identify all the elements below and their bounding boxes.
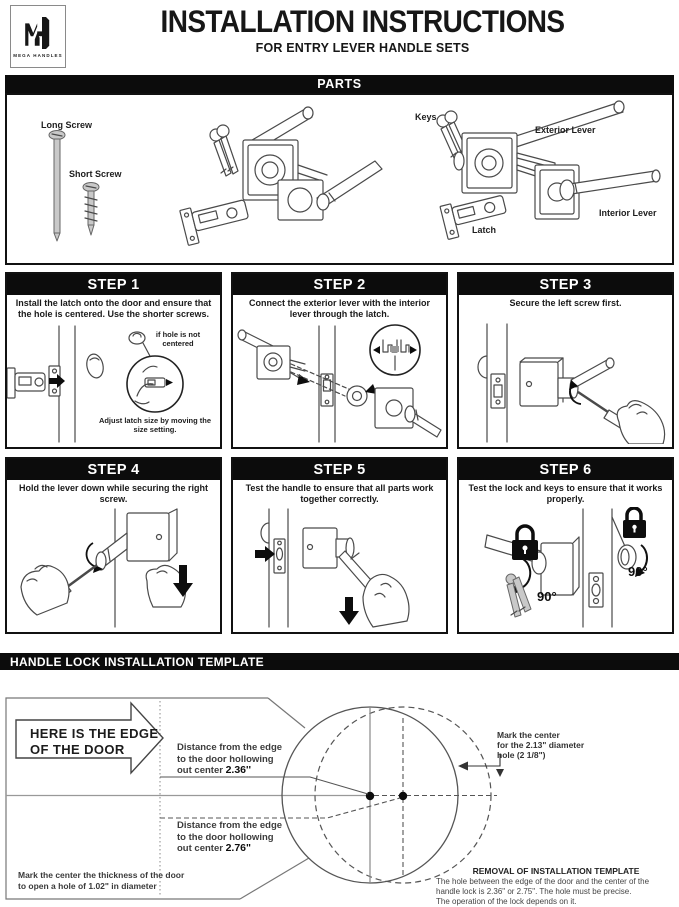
distance-276-callout	[177, 820, 282, 855]
distance-236-line1: Distance from the edge	[177, 742, 283, 753]
steps-grid	[5, 272, 674, 634]
label-latch: Latch	[472, 225, 497, 235]
step-5-title: STEP 5	[233, 459, 446, 480]
step-5-text: Test the handle to ensure that all parts work together correctly.	[245, 483, 434, 504]
label-exterior-lever: Exterior Lever	[535, 125, 596, 135]
parts-box	[5, 93, 674, 265]
step-5-illustration	[233, 507, 446, 629]
distance-236-line3: out center 2.36''	[177, 764, 251, 776]
step-6-box	[457, 457, 674, 634]
door-edge-line1: HERE IS THE EDGE	[30, 726, 159, 741]
step-1-note-bottom: Adjust latch size by moving the size setting.	[98, 416, 212, 434]
step-3-illustration	[459, 322, 672, 444]
distance-276-line2: to the door hollowing	[177, 831, 274, 843]
step-3-text: Secure the left screw first.	[509, 298, 622, 308]
brand-logo	[10, 5, 66, 68]
distance-236-callout	[177, 742, 282, 777]
step-6-title: STEP 6	[459, 459, 672, 480]
bottom-note	[18, 870, 184, 892]
step-1-box	[5, 272, 222, 449]
step-1-title: STEP 1	[7, 274, 220, 295]
removal-line1: The hole between the edge of the door and the center of the	[436, 877, 650, 886]
step-2-title: STEP 2	[233, 274, 446, 295]
padlock-icon	[512, 526, 538, 560]
removal-title: REMOVAL OF INSTALLATION TEMPLATE	[472, 866, 640, 876]
label-long-screw: Long Screw	[41, 120, 93, 130]
template-section-bar	[0, 653, 679, 670]
center-assembly-art	[180, 107, 382, 245]
step-5-box	[231, 457, 448, 634]
template-section-title: HANDLE LOCK INSTALLATION TEMPLATE	[10, 654, 264, 669]
page-title: INSTALLATION INSTRUCTIONS	[160, 4, 565, 39]
long-screw-art	[49, 131, 65, 242]
distance-276-line1: Distance from the edge	[177, 820, 283, 831]
keys-icon	[506, 574, 531, 617]
step-2-text: Connect the exterior lever with the interior lever through the latch.	[248, 298, 431, 319]
removal-line2: handle lock is 2.36" or 2.75". The hole must be precise.	[436, 887, 632, 896]
step-6-angle-right: 90°	[628, 564, 648, 579]
step-4-title: STEP 4	[7, 459, 220, 480]
step-4-box	[5, 457, 222, 634]
label-keys: Keys	[415, 112, 437, 122]
step-3-title: STEP 3	[459, 274, 672, 295]
parts-illustration	[7, 95, 672, 263]
header	[70, 4, 655, 55]
mark-center-line3: hole (2 1/8")	[497, 750, 546, 760]
distance-276-line3: out center 2.76"	[177, 842, 251, 854]
distance-236-line2: to the door hollowing	[177, 753, 274, 765]
bottom-note-line2: to open a hole of 1.02" in diameter	[18, 881, 157, 891]
step-4-illustration	[7, 507, 220, 629]
page-subtitle: FOR ENTRY LEVER HANDLE SETS	[255, 41, 470, 55]
removal-line3: The operation of the lock depends on it.	[436, 897, 577, 906]
bottom-note-line1: Mark the center the thickness of the door	[18, 870, 185, 880]
distance-236-value: 2.36''	[225, 764, 251, 776]
step-4-text: Hold the lever down while securing the right screw.	[18, 483, 209, 504]
door-edge-line2: OF THE DOOR	[30, 742, 125, 757]
step-6-angle-left: 90°	[537, 589, 557, 604]
parts-section-bar	[5, 75, 674, 93]
padlock-icon	[623, 508, 646, 538]
label-interior-lever: Interior Lever	[599, 208, 657, 218]
distance-276-value: 2.76"	[225, 842, 251, 854]
installation-template	[0, 670, 679, 907]
removal-note	[436, 866, 676, 907]
step-2-illustration	[233, 322, 446, 444]
step-6-text: Test the lock and keys to ensure that it works properly.	[468, 483, 663, 504]
label-short-screw: Short Screw	[69, 169, 122, 179]
door-edge-callout	[30, 726, 158, 758]
step-3-box	[457, 272, 674, 449]
mh-monogram-icon	[22, 15, 54, 51]
step-1-note-top: if hole is not centered	[155, 330, 201, 348]
brand-name: MEGA HANDLES	[13, 53, 63, 58]
step-1-text: Install the latch onto the door and ensure that the hole is centered. Use the shorter screws.	[15, 298, 212, 319]
mark-center-callout	[497, 730, 584, 760]
step-2-box	[231, 272, 448, 449]
mark-center-line2: for the 2.13" diameter	[497, 740, 585, 750]
parts-section-title: PARTS	[317, 77, 362, 91]
mark-center-line1: Mark the center	[497, 730, 560, 740]
short-screw-art	[83, 183, 99, 236]
